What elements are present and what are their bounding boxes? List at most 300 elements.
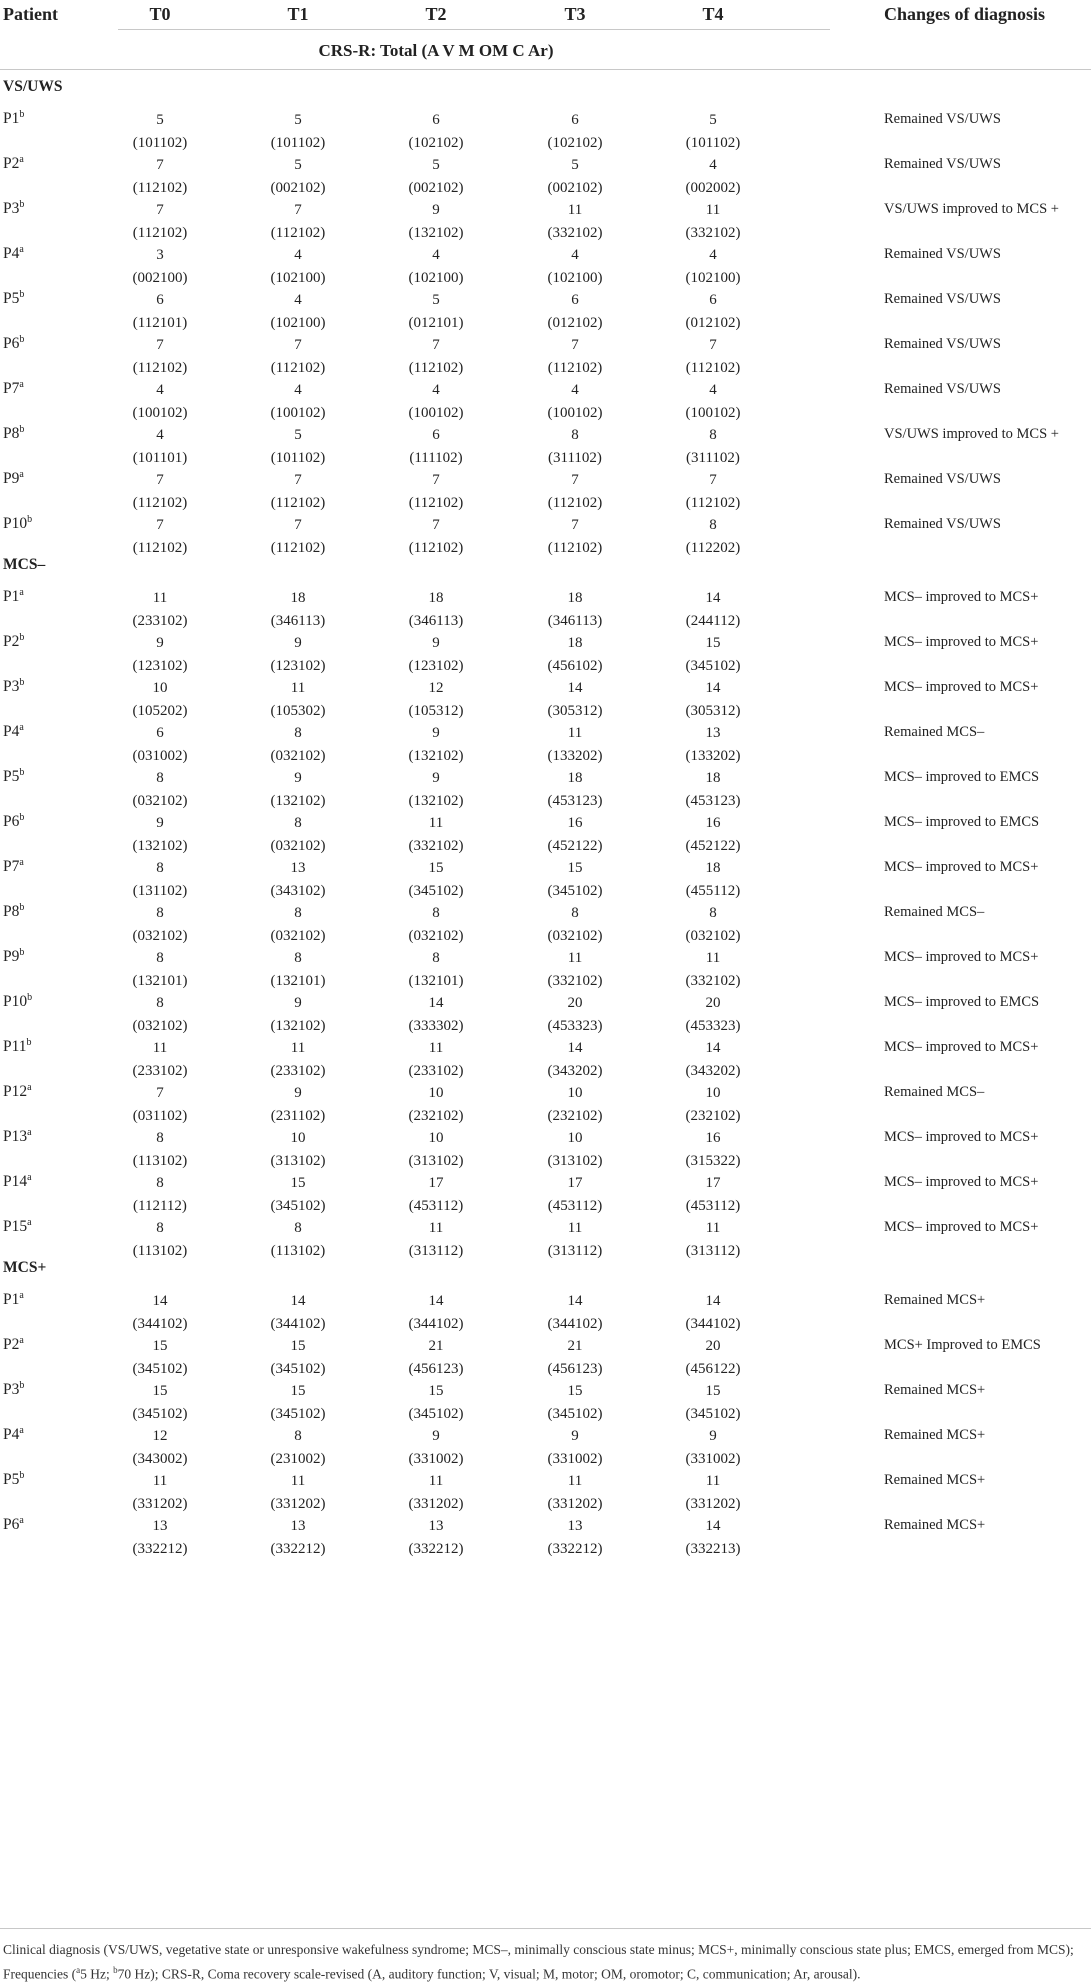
subscore-code: (002002) xyxy=(685,180,741,196)
patient-id: P10 xyxy=(3,515,28,532)
subscore-code: (032102) xyxy=(270,748,326,764)
patient-id: P5 xyxy=(3,768,20,785)
total-score: 11 xyxy=(705,950,721,966)
total-score: 11 xyxy=(567,202,583,218)
frequency-mark: b xyxy=(19,1470,25,1481)
subscore-code: (101102) xyxy=(685,135,741,151)
patient-label xyxy=(3,722,24,741)
total-score: 5 xyxy=(432,157,440,173)
subscore-code: (031002) xyxy=(132,748,188,764)
total-score: 15 xyxy=(152,1383,168,1399)
subscore-code: (112102) xyxy=(547,495,603,511)
frequency-mark: b xyxy=(27,992,33,1003)
patient-label xyxy=(3,1127,32,1146)
footnote-text: Clinical diagnosis (VS/UWS, vegetative state or unresponsive wakefulness syndrome; MCS–, minimally conscious state minus; MCS+, minimally conscious state plus; EMCS, emerged from MCS); Frequencies ( xyxy=(3,1942,1074,1982)
subscore-code: (453123) xyxy=(685,793,741,809)
patient-label xyxy=(3,1470,24,1489)
subscore-code: (313112) xyxy=(408,1243,464,1259)
subscore-code: (452122) xyxy=(547,838,603,854)
frequency-mark: a xyxy=(19,722,24,733)
total-score: 14 xyxy=(705,680,721,696)
subscore-code: (102102) xyxy=(408,135,464,151)
subscore-code: (105302) xyxy=(270,703,326,719)
diagnosis-change: MCS– improved to MCS+ xyxy=(884,859,1039,875)
patient-id: P1 xyxy=(3,588,20,605)
subscore-code: (132102) xyxy=(270,1018,326,1034)
total-score: 8 xyxy=(156,860,164,876)
header-patient: Patient xyxy=(3,4,58,24)
diagnosis-change: Remained VS/UWS xyxy=(884,336,1001,352)
frequency-mark: a xyxy=(19,1290,24,1301)
diagnosis-change: Remained VS/UWS xyxy=(884,111,1001,127)
total-score: 7 xyxy=(156,157,164,173)
subscore-code: (343202) xyxy=(685,1063,741,1079)
total-score: 11 xyxy=(705,1220,721,1236)
subscore-code: (112102) xyxy=(547,360,603,376)
total-score: 15 xyxy=(428,1383,444,1399)
diagnosis-change: MCS– improved to MCS+ xyxy=(884,679,1039,695)
patient-id: P9 xyxy=(3,948,20,965)
patient-id: P6 xyxy=(3,1516,20,1533)
total-score: 8 xyxy=(571,427,579,443)
patient-id: P1 xyxy=(3,110,20,127)
total-score: 5 xyxy=(294,427,302,443)
subscore-code: (105202) xyxy=(132,703,188,719)
subscore-code: (132101) xyxy=(270,973,326,989)
patient-id: P2 xyxy=(3,155,20,172)
subscore-code: (233102) xyxy=(408,1063,464,1079)
total-score: 11 xyxy=(705,202,721,218)
frequency-mark: a xyxy=(19,469,24,480)
frequency-mark: a xyxy=(27,1172,32,1183)
total-score: 14 xyxy=(152,1293,168,1309)
total-score: 4 xyxy=(156,427,164,443)
total-score: 20 xyxy=(567,995,583,1011)
total-score: 13 xyxy=(705,725,721,741)
subscore-code: (105312) xyxy=(408,703,464,719)
patient-label xyxy=(3,244,24,263)
total-score: 6 xyxy=(432,427,440,443)
patient-label xyxy=(3,1217,32,1236)
frequency-mark: a xyxy=(19,587,24,598)
subscore-code: (332102) xyxy=(408,838,464,854)
total-score: 5 xyxy=(571,157,579,173)
total-score: 21 xyxy=(567,1338,583,1354)
total-score: 7 xyxy=(156,472,164,488)
header-rule xyxy=(0,69,1091,70)
total-score: 8 xyxy=(156,995,164,1011)
subscore-code: (332212) xyxy=(270,1541,326,1557)
total-score: 14 xyxy=(705,590,721,606)
subscore-code: (032102) xyxy=(270,928,326,944)
total-score: 7 xyxy=(294,517,302,533)
subscore-code: (012102) xyxy=(547,315,603,331)
subscore-code: (112102) xyxy=(132,540,188,556)
subscore-code: (112102) xyxy=(685,495,741,511)
subscore-code: (305312) xyxy=(547,703,603,719)
diagnosis-change: Remained VS/UWS xyxy=(884,156,1001,172)
patient-label xyxy=(3,199,24,218)
subscore-code: (456123) xyxy=(547,1361,603,1377)
total-score: 9 xyxy=(432,202,440,218)
total-score: 6 xyxy=(709,292,717,308)
subscore-code: (333302) xyxy=(408,1018,464,1034)
subscore-code: (112102) xyxy=(547,540,603,556)
total-score: 7 xyxy=(294,202,302,218)
patient-label xyxy=(3,947,24,966)
subscore-code: (113102) xyxy=(132,1153,188,1169)
subscore-code: (344102) xyxy=(270,1316,326,1332)
total-score: 14 xyxy=(567,680,583,696)
subscore-code: (332102) xyxy=(685,225,741,241)
diagnosis-change: Remained MCS+ xyxy=(884,1517,986,1533)
patient-id: P5 xyxy=(3,1471,20,1488)
diagnosis-change: VS/UWS improved to MCS + xyxy=(884,201,1059,217)
total-score: 8 xyxy=(156,950,164,966)
total-score: 9 xyxy=(432,725,440,741)
total-score: 15 xyxy=(290,1338,306,1354)
subscore-code: (113102) xyxy=(270,1243,326,1259)
total-score: 7 xyxy=(432,517,440,533)
subscore-code: (112102) xyxy=(270,495,326,511)
patient-id: P3 xyxy=(3,1381,20,1398)
subscore-code: (132102) xyxy=(408,748,464,764)
patient-id: P7 xyxy=(3,380,20,397)
subscore-code: (102100) xyxy=(270,270,326,286)
subscore-code: (456122) xyxy=(685,1361,741,1377)
diagnosis-change: Remained MCS+ xyxy=(884,1382,986,1398)
total-score: 6 xyxy=(156,725,164,741)
total-score: 16 xyxy=(705,1130,721,1146)
total-score: 7 xyxy=(156,202,164,218)
patient-label xyxy=(3,1037,32,1056)
subscore-code: (315322) xyxy=(685,1153,741,1169)
total-score: 11 xyxy=(428,1040,444,1056)
subscore-code: (112112) xyxy=(133,1198,187,1214)
subscore-code: (232102) xyxy=(408,1108,464,1124)
total-score: 14 xyxy=(705,1518,721,1534)
patient-label xyxy=(3,334,24,353)
subscore-code: (311102) xyxy=(686,450,740,466)
total-score: 13 xyxy=(567,1518,583,1534)
patient-label xyxy=(3,902,24,921)
diagnosis-change: Remained VS/UWS xyxy=(884,291,1001,307)
patient-id: P8 xyxy=(3,425,20,442)
total-score: 9 xyxy=(156,635,164,651)
subscore-code: (345102) xyxy=(685,658,741,674)
subscore-code: (331202) xyxy=(547,1496,603,1512)
total-score: 14 xyxy=(567,1040,583,1056)
total-score: 8 xyxy=(156,1175,164,1191)
total-score: 11 xyxy=(428,815,444,831)
total-score: 18 xyxy=(567,590,583,606)
total-score: 11 xyxy=(152,1040,168,1056)
frequency-mark: b xyxy=(19,199,25,210)
subscore-code: (313102) xyxy=(547,1153,603,1169)
frequency-mark: a xyxy=(19,1425,24,1436)
subscore-code: (231102) xyxy=(270,1108,326,1124)
subscore-code: (102100) xyxy=(270,315,326,331)
total-score: 14 xyxy=(290,1293,306,1309)
footnote-mark-a: a xyxy=(76,1965,81,1975)
total-score: 8 xyxy=(156,905,164,921)
subscore-code: (331202) xyxy=(408,1496,464,1512)
diagnosis-change: Remained MCS– xyxy=(884,904,985,920)
total-score: 13 xyxy=(152,1518,168,1534)
patient-label xyxy=(3,1082,32,1101)
patient-id: P3 xyxy=(3,678,20,695)
subscore-code: (345102) xyxy=(270,1198,326,1214)
total-score: 6 xyxy=(156,292,164,308)
subscore-code: (344102) xyxy=(132,1316,188,1332)
total-score: 8 xyxy=(294,1220,302,1236)
patient-label xyxy=(3,424,24,443)
patient-label xyxy=(3,1380,24,1399)
total-score: 4 xyxy=(709,382,717,398)
total-score: 7 xyxy=(432,337,440,353)
total-score: 14 xyxy=(428,1293,444,1309)
total-score: 16 xyxy=(705,815,721,831)
total-score: 14 xyxy=(567,1293,583,1309)
diagnosis-change: MCS– improved to MCS+ xyxy=(884,1174,1039,1190)
frequency-mark: b xyxy=(19,334,25,345)
subscore-code: (123102) xyxy=(408,658,464,674)
diagnosis-change: MCS– improved to MCS+ xyxy=(884,949,1039,965)
frequency-mark: b xyxy=(26,1037,32,1048)
diagnosis-change: Remained VS/UWS xyxy=(884,471,1001,487)
frequency-mark: b xyxy=(27,514,33,525)
subscore-code: (331202) xyxy=(132,1496,188,1512)
frequency-mark: b xyxy=(19,947,25,958)
patient-label xyxy=(3,587,24,606)
diagnosis-change: Remained VS/UWS xyxy=(884,246,1001,262)
total-score: 3 xyxy=(156,247,164,263)
frequency-mark: a xyxy=(27,1082,32,1093)
subscore-code: (133202) xyxy=(547,748,603,764)
total-score: 7 xyxy=(156,1085,164,1101)
subscore-code: (112102) xyxy=(270,360,326,376)
diagnosis-change: MCS– improved to EMCS xyxy=(884,814,1040,830)
total-score: 7 xyxy=(709,337,717,353)
subscore-code: (233102) xyxy=(132,1063,188,1079)
header-crs-r: CRS-R: Total (A V M OM C Ar) xyxy=(318,41,554,60)
total-score: 15 xyxy=(290,1175,306,1191)
total-score: 8 xyxy=(709,517,717,533)
subscore-code: (002102) xyxy=(270,180,326,196)
header-t0: T0 xyxy=(149,4,171,24)
subscore-code: (456102) xyxy=(547,658,603,674)
total-score: 11 xyxy=(152,1473,168,1489)
total-score: 9 xyxy=(432,635,440,651)
total-score: 8 xyxy=(432,950,440,966)
total-score: 10 xyxy=(428,1130,444,1146)
total-score: 5 xyxy=(294,112,302,128)
patient-label xyxy=(3,1335,24,1354)
total-score: 18 xyxy=(290,590,306,606)
total-score: 9 xyxy=(294,635,302,651)
total-score: 10 xyxy=(567,1130,583,1146)
subscore-code: (233102) xyxy=(270,1063,326,1079)
total-score: 11 xyxy=(567,1220,583,1236)
total-score: 7 xyxy=(571,337,579,353)
subscore-code: (132102) xyxy=(132,838,188,854)
subscore-code: (331002) xyxy=(547,1451,603,1467)
diagnosis-change: MCS– improved to MCS+ xyxy=(884,1129,1039,1145)
subscore-code: (112101) xyxy=(132,315,188,331)
total-score: 8 xyxy=(294,725,302,741)
subscore-code: (131102) xyxy=(132,883,188,899)
total-score: 4 xyxy=(432,247,440,263)
patient-id: P11 xyxy=(3,1038,27,1055)
total-score: 5 xyxy=(432,292,440,308)
subscore-code: (453112) xyxy=(408,1198,464,1214)
patient-label xyxy=(3,767,24,786)
header-underline xyxy=(118,29,830,30)
patient-label xyxy=(3,379,24,398)
patient-label xyxy=(3,812,24,831)
subscore-code: (345102) xyxy=(547,883,603,899)
frequency-mark: a xyxy=(19,857,24,868)
patient-id: P10 xyxy=(3,993,28,1010)
section-title: VS/UWS xyxy=(3,78,63,95)
total-score: 9 xyxy=(709,1428,717,1444)
subscore-code: (002100) xyxy=(132,270,188,286)
subscore-code: (346113) xyxy=(408,613,464,629)
total-score: 18 xyxy=(567,635,583,651)
total-score: 8 xyxy=(294,815,302,831)
total-score: 15 xyxy=(567,860,583,876)
subscore-code: (331202) xyxy=(685,1496,741,1512)
total-score: 8 xyxy=(156,1220,164,1236)
subscore-code: (101102) xyxy=(270,135,326,151)
subscore-code: (102100) xyxy=(685,270,741,286)
total-score: 15 xyxy=(705,1383,721,1399)
patient-label xyxy=(3,1172,32,1191)
total-score: 4 xyxy=(709,157,717,173)
total-score: 10 xyxy=(290,1130,306,1146)
total-score: 11 xyxy=(567,950,583,966)
patient-id: P6 xyxy=(3,335,20,352)
subscore-code: (343102) xyxy=(270,883,326,899)
subscore-code: (346113) xyxy=(547,613,603,629)
patient-id: P3 xyxy=(3,200,20,217)
total-score: 8 xyxy=(294,1428,302,1444)
total-score: 7 xyxy=(156,337,164,353)
subscore-code: (455112) xyxy=(685,883,741,899)
frequency-mark: b xyxy=(19,677,25,688)
diagnosis-change: VS/UWS improved to MCS + xyxy=(884,426,1059,442)
subscore-code: (345102) xyxy=(270,1361,326,1377)
frequency-mark: b xyxy=(19,424,25,435)
total-score: 5 xyxy=(156,112,164,128)
subscore-code: (332213) xyxy=(685,1541,741,1557)
subscore-code: (032102) xyxy=(132,793,188,809)
patient-id: P7 xyxy=(3,858,20,875)
total-score: 10 xyxy=(152,680,168,696)
subscore-code: (344102) xyxy=(408,1316,464,1332)
subscore-code: (331202) xyxy=(270,1496,326,1512)
subscore-code: (456123) xyxy=(408,1361,464,1377)
subscore-code: (311102) xyxy=(548,450,602,466)
total-score: 15 xyxy=(428,860,444,876)
total-score: 7 xyxy=(294,337,302,353)
total-score: 11 xyxy=(428,1220,444,1236)
subscore-code: (345102) xyxy=(547,1406,603,1422)
subscore-code: (002102) xyxy=(408,180,464,196)
diagnosis-change: Remained MCS– xyxy=(884,1084,985,1100)
subscore-code: (112102) xyxy=(408,495,464,511)
total-score: 15 xyxy=(290,1383,306,1399)
patient-label xyxy=(3,992,32,1011)
total-score: 14 xyxy=(705,1293,721,1309)
section-title: MCS– xyxy=(3,556,46,573)
subscore-code: (113102) xyxy=(132,1243,188,1259)
total-score: 8 xyxy=(709,427,717,443)
total-score: 10 xyxy=(428,1085,444,1101)
subscore-code: (344102) xyxy=(547,1316,603,1332)
subscore-code: (032102) xyxy=(547,928,603,944)
total-score: 8 xyxy=(156,770,164,786)
total-score: 13 xyxy=(428,1518,444,1534)
subscore-code: (232102) xyxy=(547,1108,603,1124)
header-t2: T2 xyxy=(425,4,447,24)
subscore-code: (231002) xyxy=(270,1451,326,1467)
patient-label xyxy=(3,1425,24,1444)
total-score: 4 xyxy=(432,382,440,398)
total-score: 11 xyxy=(705,1473,721,1489)
subscore-code: (112102) xyxy=(685,360,741,376)
total-score: 4 xyxy=(294,292,302,308)
total-score: 18 xyxy=(705,770,721,786)
patient-label xyxy=(3,1515,24,1534)
total-score: 5 xyxy=(294,157,302,173)
subscore-code: (313112) xyxy=(547,1243,603,1259)
subscore-code: (332102) xyxy=(547,973,603,989)
subscore-code: (344102) xyxy=(685,1316,741,1332)
subscore-code: (305312) xyxy=(685,703,741,719)
patient-id: P4 xyxy=(3,723,20,740)
total-score: 8 xyxy=(432,905,440,921)
frequency-mark: a xyxy=(19,154,24,165)
subscore-code: (112102) xyxy=(408,360,464,376)
total-score: 7 xyxy=(156,517,164,533)
patient-label xyxy=(3,1290,24,1309)
total-score: 9 xyxy=(294,995,302,1011)
total-score: 10 xyxy=(567,1085,583,1101)
total-score: 11 xyxy=(290,1040,306,1056)
patient-label xyxy=(3,109,24,128)
subscore-code: (343202) xyxy=(547,1063,603,1079)
subscore-code: (111102) xyxy=(409,450,463,466)
total-score: 7 xyxy=(571,517,579,533)
subscore-code: (112102) xyxy=(132,225,188,241)
total-score: 7 xyxy=(709,472,717,488)
subscore-code: (345102) xyxy=(270,1406,326,1422)
frequency-mark: a xyxy=(27,1127,32,1138)
subscore-code: (102100) xyxy=(547,270,603,286)
total-score: 11 xyxy=(567,1473,583,1489)
subscore-code: (133202) xyxy=(685,748,741,764)
patient-id: P15 xyxy=(3,1218,28,1235)
patient-label xyxy=(3,857,24,876)
total-score: 18 xyxy=(567,770,583,786)
patient-id: P12 xyxy=(3,1083,28,1100)
patient-label xyxy=(3,677,24,696)
total-score: 11 xyxy=(290,1473,306,1489)
subscore-code: (012101) xyxy=(408,315,464,331)
subscore-code: (101102) xyxy=(270,450,326,466)
footnote-freq-b: 70 Hz); CRS-R, Coma recovery scale-revised (A, auditory function; V, visual; M, motor; OM, oromotor; C, communication; Ar, arousal). xyxy=(117,1966,861,1982)
